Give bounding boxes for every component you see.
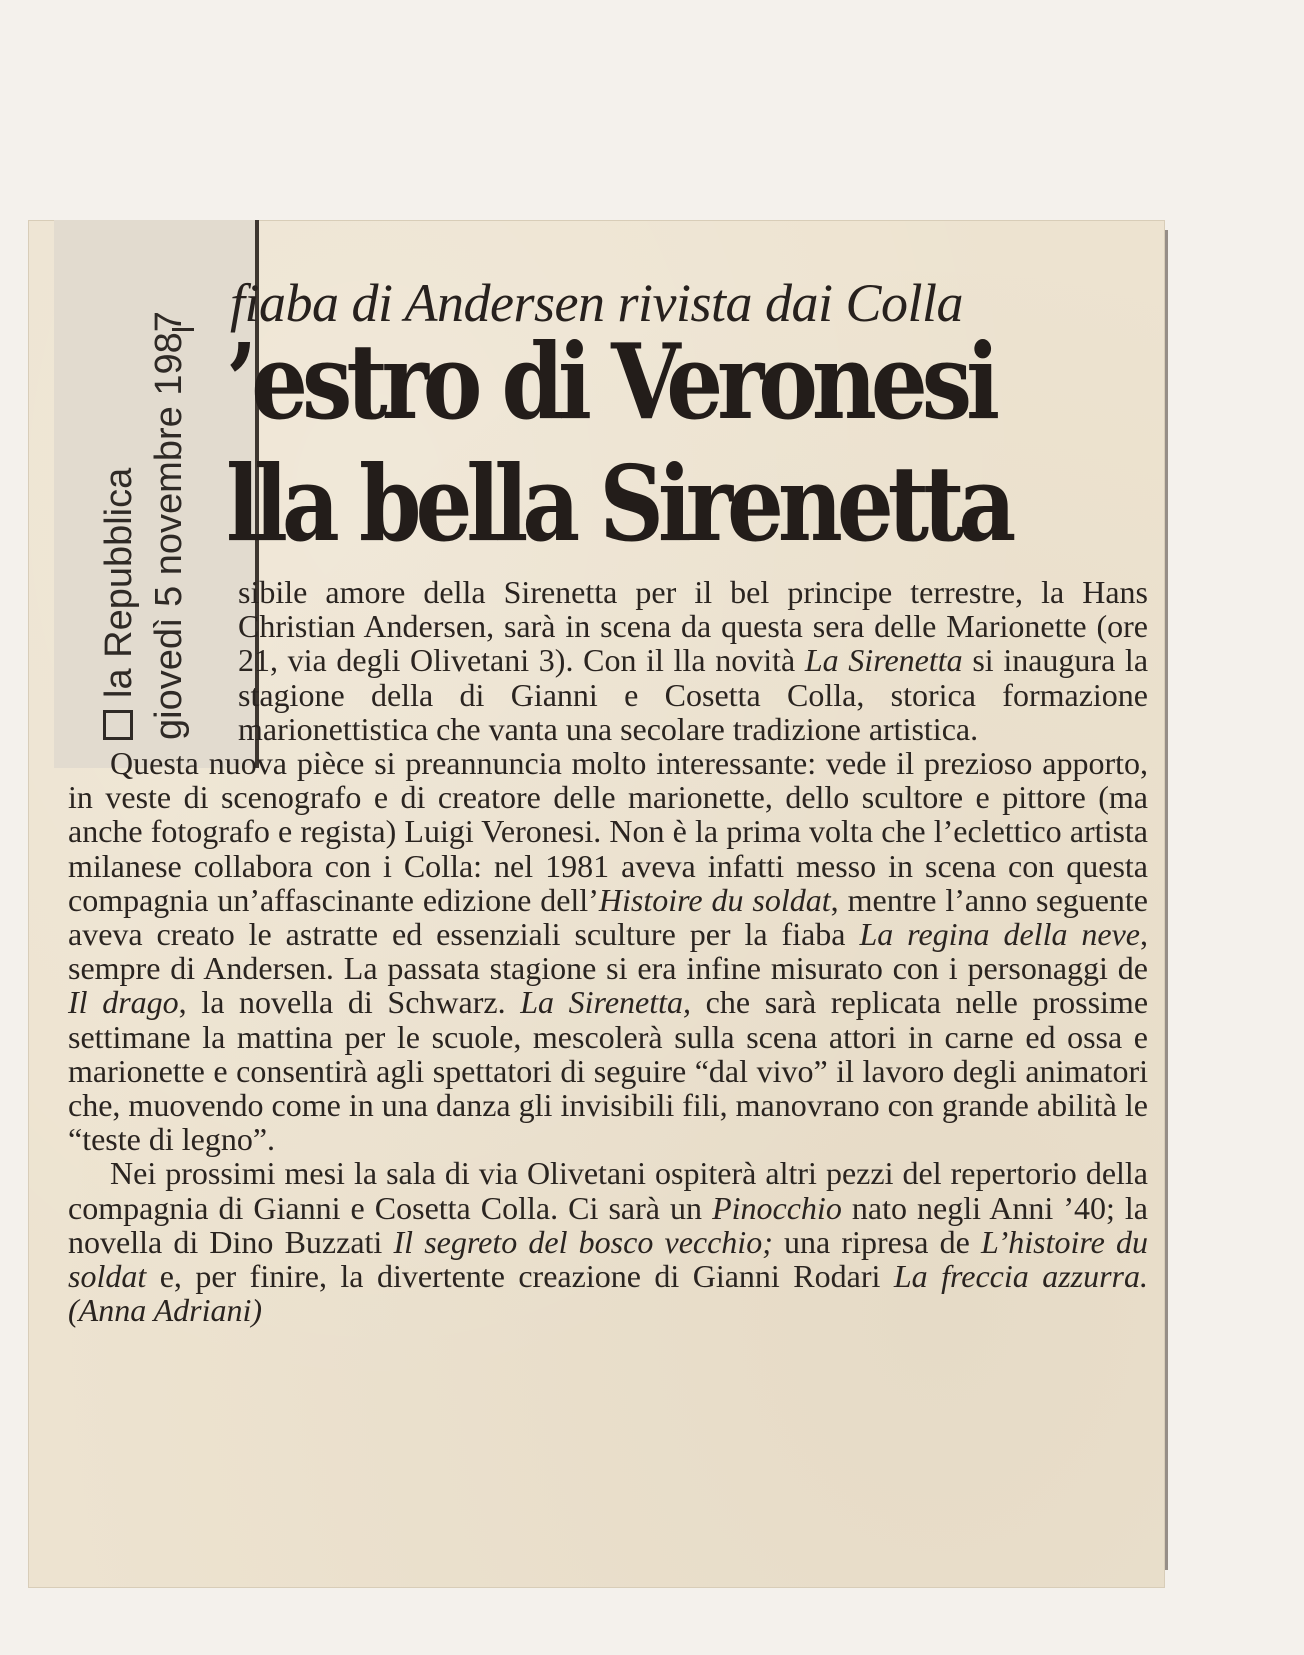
article-kicker: fiaba di Andersen rivista dai Colla xyxy=(230,273,964,333)
author-byline: (Anna Adriani) xyxy=(68,1292,263,1329)
newspaper-clipping xyxy=(28,220,1165,1588)
headline-line-2: lla bella Sirenetta xyxy=(226,442,1011,565)
headline-line-1: ’estro di Veronesi xyxy=(226,320,995,443)
newspaper-name: la Repubblica xyxy=(98,467,140,698)
paragraph-3: Nei prossimi mesi la sala di via Olivetani ospiterà altri pezzi del repertorio della compagnia di Gianni e Cosetta Colla. Ci sarà un Pinocchio nato negli Anni ’40; la novella di Dino Buzzati Il segreto del bosco vecchio; una ripresa de L’histoire du soldat e, per finire, la divertente creazione di Gianni Rodari La freccia azzurra. (Anna Adriani) xyxy=(68,1155,1149,1329)
publication-date: giovedì 5 novembre 1987 xyxy=(148,311,190,740)
article-body xyxy=(68,575,1148,1327)
paragraph-2: Questa nuova pièce si preannuncia molto interessante: vede il prezioso apporto, in veste di scenografo e di creatore delle marionette, dello scultore e pittore (ma anche fotografo e regista) Luigi Veronesi. Non è la prima volta che l’eclettico artista milanese collabora con i Colla: nel 1981 aveva infatti messo in scena con questa compagnia un’affascinante edizione dell’Histoire du soldat, mentre l’anno seguente aveva creato le astratte ed essenziali sculture per la fiaba La regina della neve, sempre di Andersen. La passata stagione si era infine misurato con i personaggi de Il drago, la novella di Schwarz. La Sirenetta, che sarà replicata nelle prossime settimane la mattina per le scuole, mescolerà sulla scena attori in carne ed ossa e marionette e consentirà agli spettatori di seguire “dal vivo” il lavoro degli animatori che, muovendo come in una danza gli invisibili fili, manovrano con grande abilità le “teste di legno”. xyxy=(68,745,1149,1158)
paragraph-1: sibile amore della Sirenetta per il bel principe terrestre, la Hans Christian Andersen, sarà in scena da questa sera delle Marionette (ore 21, via degli Olivetani 3). Con il lla novità La Sirenetta si inaugura la stagione della di Gianni e Cosetta Colla, storica formazione marionettistica che vanta una secolare tradizione artistica. xyxy=(238,574,1149,747)
